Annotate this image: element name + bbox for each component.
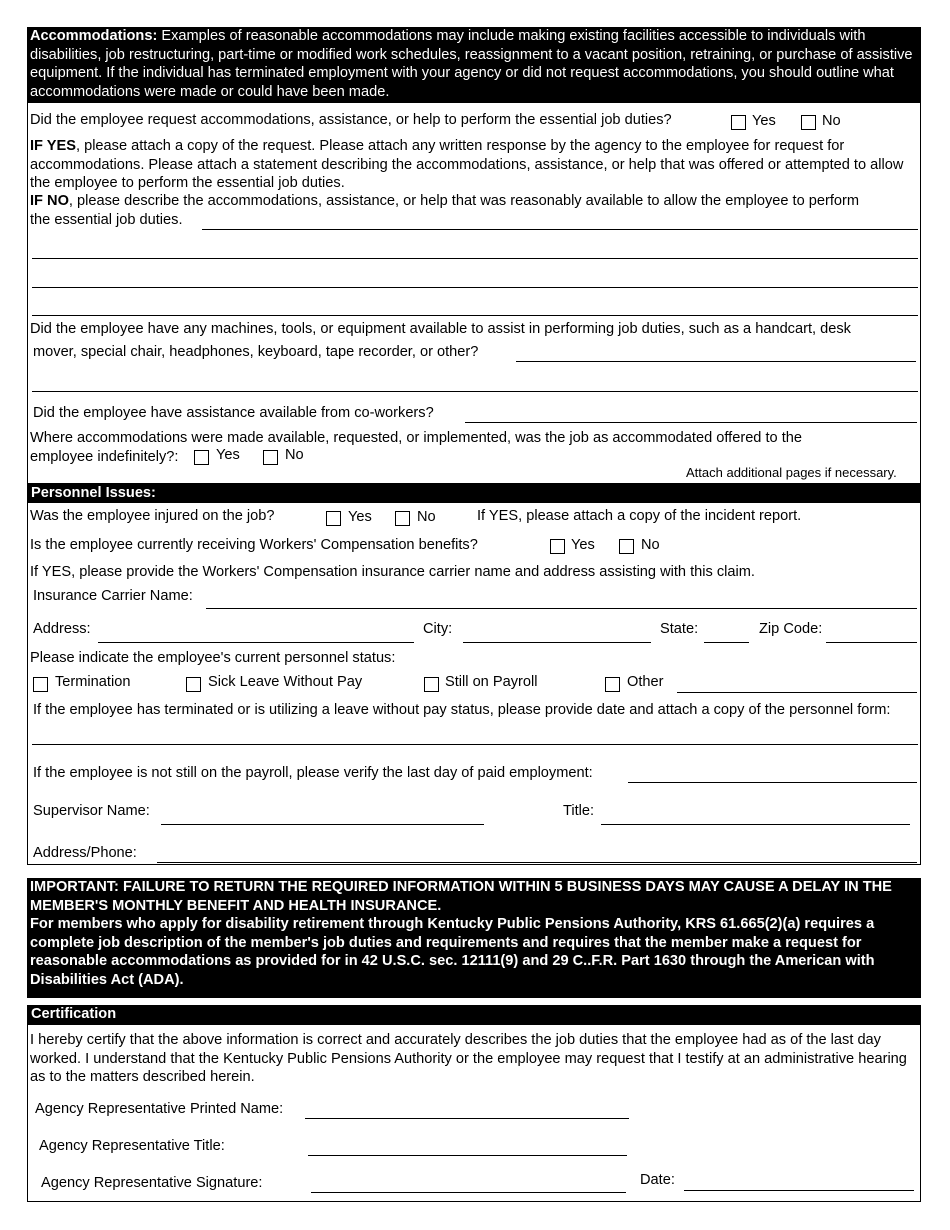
coworkers-answer-line[interactable] (465, 422, 917, 423)
important-notice (27, 878, 921, 998)
if-no-label: IF NO (30, 193, 69, 209)
status-sick-leave-checkbox[interactable] (186, 677, 201, 692)
status-prompt: Please indicate the employee's current personnel status: (30, 650, 396, 666)
if-no-answer-line-2[interactable] (32, 258, 918, 259)
status-other-checkbox[interactable] (605, 677, 620, 692)
request-no-checkbox[interactable] (801, 115, 816, 130)
address-phone-field[interactable] (157, 862, 917, 863)
leave-answer-line[interactable] (32, 744, 918, 745)
wc-yes-label: Yes (571, 537, 595, 553)
rep-title-label: Agency Representative Title: (39, 1138, 225, 1154)
if-yes-label: IF YES (30, 138, 76, 154)
request-yes-checkbox[interactable] (731, 115, 746, 130)
indefinitely-no-label: No (285, 447, 304, 463)
if-yes-text: , please attach a copy of the request. Please attach any written response by the agency to the employee for request for accommodations. Please attach a statement describing the accommodations, assistance, or help that was offered or attempted to allow the employee to perform the essential job duties. (30, 138, 904, 192)
injured-no-label: No (417, 509, 436, 525)
status-sick-leave-label: Sick Leave Without Pay (208, 674, 363, 690)
rep-title-field[interactable] (308, 1155, 627, 1156)
cert-bottom-border (27, 1201, 921, 1202)
injured-yes-label: Yes (348, 509, 372, 525)
important-krs-text: For members who apply for disability retirement through Kentucky Public Pensions Authority, KRS 61.665(2)(a) requires a complete job description of the member's job duties and requirements and requires that the member make a request for reasonable accommodations as provided for in 42 U.S.C. sec. 12111(9) and 29 C..F.R. Part 1630 through the American with Disabilities Act (ADA). (30, 916, 875, 988)
if-no-answer-line-1[interactable] (202, 229, 918, 230)
zip-field[interactable] (826, 642, 917, 643)
question-machines: Did the employee have any machines, tools, or equipment available to assist in performing job duties, such as a handcart, desk (30, 321, 851, 337)
status-other-label: Other (627, 674, 664, 690)
address-phone-label: Address/Phone: (33, 845, 137, 861)
payroll-prompt: If the employee is not still on the payroll, please verify the last day of paid employment: (33, 765, 593, 781)
question-request-accommodations: Did the employee request accommodations, assistance, or help to perform the essential job duties? (30, 112, 672, 128)
last-paid-day-field[interactable] (628, 782, 917, 783)
left-border (27, 103, 28, 483)
machines-answer-line-1[interactable] (516, 361, 916, 362)
supervisor-label: Supervisor Name: (33, 803, 150, 819)
accommodations-header-label: Accommodations: (30, 28, 158, 44)
personnel-bottom-border (27, 864, 921, 865)
machines-answer-line-2[interactable] (32, 391, 918, 392)
indefinitely-no-checkbox[interactable] (263, 450, 278, 465)
wc-no-label: No (641, 537, 660, 553)
carrier-name-field[interactable] (206, 608, 917, 609)
personnel-left-border (27, 503, 28, 864)
question-coworkers: Did the employee have assistance available from co-workers? (33, 405, 434, 421)
date-label: Date: (640, 1172, 675, 1188)
state-field[interactable] (704, 642, 749, 643)
if-no-answer-line-4[interactable] (32, 315, 918, 316)
personnel-right-border (920, 503, 921, 864)
if-no-instructions-cont: the essential job duties. (30, 212, 183, 228)
status-termination-label: Termination (55, 674, 131, 690)
date-field[interactable] (684, 1190, 914, 1191)
zip-label: Zip Code: (759, 621, 823, 637)
supervisor-title-label: Title: (563, 803, 595, 819)
question-indefinitely: Where accommodations were made available, requested, or implemented, was the job as accommodated offered to the (30, 430, 802, 446)
carrier-label: Insurance Carrier Name: (33, 588, 193, 604)
certification-text: I hereby certify that the above information is correct and accurately describes the job duties that the employee had as of the last day worked. I understand that the Kentucky Public Pensions Authority or the employee may request that I testify at an administrative hearing as to the matters described herein. (30, 1032, 907, 1086)
city-label: City: (423, 621, 453, 637)
accommodations-header (27, 27, 921, 103)
wc-yes-checkbox[interactable] (550, 539, 565, 554)
personnel-header: Personnel Issues: (27, 483, 921, 503)
question-workers-comp: Is the employee currently receiving Workers' Compensation benefits? (30, 537, 478, 553)
cert-left-border (27, 1025, 28, 1201)
printed-name-label: Agency Representative Printed Name: (35, 1101, 284, 1117)
injured-note: If YES, please attach a copy of the incident report. (477, 508, 802, 524)
indefinitely-yes-label: Yes (216, 447, 240, 463)
attach-pages-note: Attach additional pages if necessary. (686, 465, 897, 480)
if-no-answer-line-3[interactable] (32, 287, 918, 288)
address-field[interactable] (98, 642, 414, 643)
leave-prompt: If the employee has terminated or is utilizing a leave without pay status, please provide date and attach a copy of the personnel form: (33, 702, 891, 718)
wc-no-checkbox[interactable] (619, 539, 634, 554)
if-no-instructions (30, 193, 859, 209)
status-payroll-label: Still on Payroll (445, 674, 538, 690)
status-payroll-checkbox[interactable] (424, 677, 439, 692)
injured-yes-checkbox[interactable] (326, 511, 341, 526)
status-termination-checkbox[interactable] (33, 677, 48, 692)
status-other-field[interactable] (677, 692, 917, 693)
question-indefinitely-cont: employee indefinitely?: (30, 449, 179, 465)
printed-name-field[interactable] (305, 1118, 629, 1119)
important-warning: IMPORTANT: FAILURE TO RETURN THE REQUIRED INFORMATION WITHIN 5 BUSINESS DAYS MAY CAUSE A DELAY IN THE MEMBER'S MONTHLY BENEFIT AND HEALTH INSURANCE. (30, 879, 892, 914)
cert-right-border (920, 1025, 921, 1201)
signature-label: Agency Representative Signature: (41, 1175, 263, 1191)
if-yes-instructions (30, 137, 925, 193)
address-label: Address: (33, 621, 91, 637)
city-field[interactable] (463, 642, 651, 643)
request-no-label: No (822, 113, 841, 129)
indefinitely-yes-checkbox[interactable] (194, 450, 209, 465)
workers-comp-note: If YES, please provide the Workers' Compensation insurance carrier name and address assisting with this claim. (30, 564, 755, 580)
supervisor-title-field[interactable] (601, 824, 910, 825)
accommodations-header-text: Examples of reasonable accommodations may include making existing facilities accessible to individuals with disabilities, job restructuring, part-time or modified work schedules, reassignment to a vacant position, retraining, or purchase of assistive equipment. If the individual has terminated employment with your agency or did not request accommodations, you should outline what accommodations were made or could have been made. (30, 28, 913, 100)
certification-header: Certification (27, 1005, 921, 1025)
question-injured: Was the employee injured on the job? (30, 508, 275, 524)
request-yes-label: Yes (752, 113, 776, 129)
supervisor-name-field[interactable] (161, 824, 484, 825)
question-machines-cont: mover, special chair, headphones, keyboard, tape recorder, or other? (33, 344, 479, 360)
injured-no-checkbox[interactable] (395, 511, 410, 526)
signature-field[interactable] (311, 1192, 626, 1193)
state-label: State: (660, 621, 699, 637)
if-no-text: , please describe the accommodations, assistance, or help that was reasonably available to allow the employee to perform (68, 193, 860, 209)
